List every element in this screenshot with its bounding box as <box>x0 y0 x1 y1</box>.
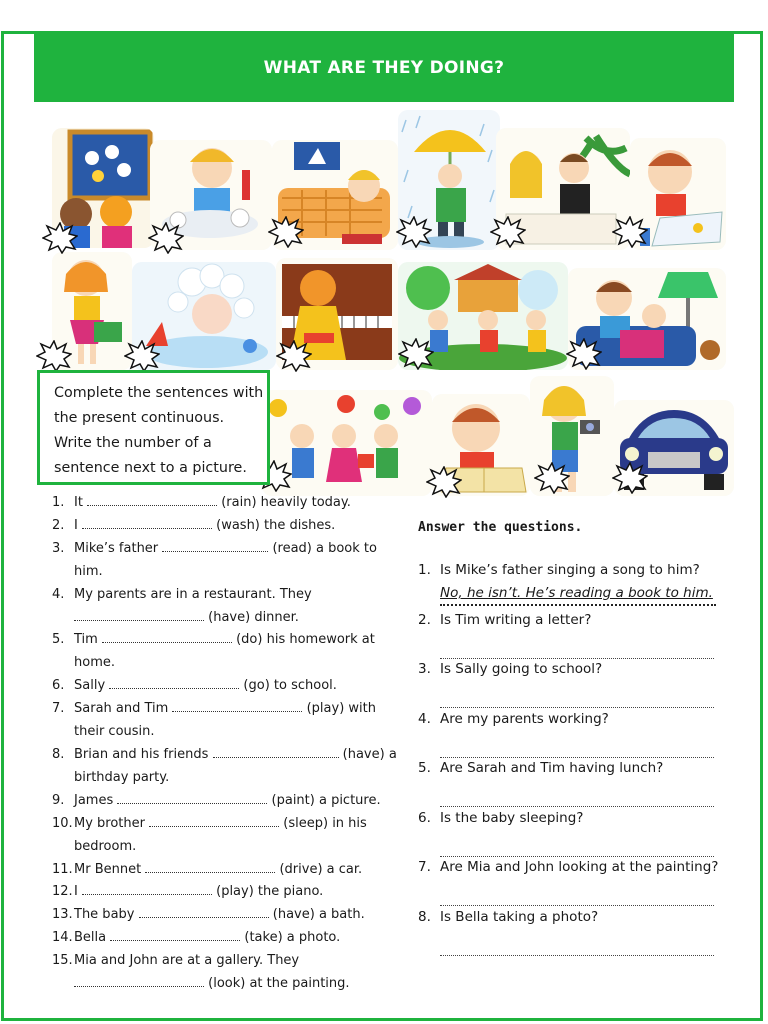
sentence-text <box>74 813 400 859</box>
answer-line[interactable] <box>440 632 714 659</box>
sentence-number: 3. <box>52 540 65 556</box>
question-row <box>418 658 738 681</box>
sentence-subject: Mr Bennet <box>74 861 142 877</box>
question-row <box>418 609 738 632</box>
question-list <box>418 559 738 955</box>
answer-blank[interactable] <box>145 862 275 873</box>
sentence-item <box>52 813 400 859</box>
question-item <box>418 559 738 609</box>
question-number: 7. <box>418 859 431 875</box>
number-burst[interactable] <box>612 216 648 248</box>
question-item <box>418 906 738 956</box>
number-burst[interactable] <box>396 216 432 248</box>
sentence-number: 14. <box>52 930 73 946</box>
sentence-text <box>74 629 400 675</box>
sentence-continuation: bedroom. <box>74 838 137 854</box>
sentence-list <box>52 492 400 996</box>
question-item <box>418 658 738 708</box>
question-item <box>418 807 738 857</box>
answer-blank[interactable] <box>139 907 269 918</box>
instruction-line: the present continuous. <box>54 410 225 426</box>
page-title: WHAT ARE THEY DOING? <box>263 58 505 78</box>
sentence-item <box>52 538 400 584</box>
sentence-subject: My brother <box>74 815 145 831</box>
question-item <box>418 757 738 807</box>
sentence-continuation: birthday party. <box>74 769 170 785</box>
answer-blank[interactable] <box>109 678 239 689</box>
number-burst[interactable] <box>612 462 648 494</box>
sentence-text <box>74 904 400 927</box>
answer-line[interactable] <box>440 731 714 758</box>
sentence-verb-hint: (take) a photo. <box>244 930 341 946</box>
sentence-continuation: (look) at the painting. <box>208 976 350 992</box>
question-number: 3. <box>418 661 431 677</box>
sentence-text <box>74 538 400 584</box>
sentence-number: 9. <box>52 792 65 808</box>
question-row <box>418 757 738 780</box>
sentence-subject: My parents are in a restaurant. They <box>74 586 312 602</box>
sentence-number: 7. <box>52 701 65 717</box>
sentence-verb-hint: (do) his homework at <box>236 632 375 648</box>
sentence-continuation: him. <box>74 563 103 579</box>
sentence-number: 11. <box>52 861 73 877</box>
sentence-text <box>74 881 400 904</box>
sentence-subject: Tim <box>74 632 98 648</box>
question-number: 6. <box>418 809 431 826</box>
question-row <box>418 807 738 830</box>
question-number: 4. <box>418 710 431 727</box>
number-burst[interactable] <box>534 462 570 494</box>
sentence-item <box>52 584 400 630</box>
question-text: Are my parents working? <box>440 710 609 727</box>
sentence-subject: Mike’s father <box>74 540 159 556</box>
sentence-text <box>74 744 400 790</box>
sentence-text <box>74 492 400 515</box>
answer-blank[interactable] <box>74 610 204 621</box>
sentence-item <box>52 629 400 675</box>
answer-line[interactable] <box>440 681 714 708</box>
sentence-text <box>74 698 400 744</box>
number-burst[interactable] <box>566 338 602 370</box>
sentence-item <box>52 859 400 882</box>
sentence-number: 6. <box>52 678 65 694</box>
questions-heading: Answer the questions. <box>418 520 583 535</box>
question-text: Are Mia and John looking at the painting? <box>440 859 719 875</box>
sentence-subject: Mia and John are at a gallery. They <box>74 953 300 969</box>
question-text: Are Sarah and Tim having lunch? <box>440 760 664 776</box>
sentence-subject: It <box>74 495 83 510</box>
example-answer: No, he isn’t. He’s reading a book to him. <box>440 582 716 606</box>
answer-blank[interactable] <box>117 793 267 804</box>
answer-blank[interactable] <box>110 930 240 941</box>
sentence-number: 4. <box>52 586 65 602</box>
question-item <box>418 609 738 659</box>
number-burst[interactable] <box>42 222 78 254</box>
question-number: 8. <box>418 908 431 925</box>
sentence-subject: Bella <box>74 930 107 946</box>
instruction-line: sentence next to a picture. <box>54 460 247 476</box>
answer-blank[interactable] <box>87 495 217 506</box>
instruction-box <box>37 370 270 485</box>
sentence-continuation: their cousin. <box>74 724 155 740</box>
instruction-line: Complete the sentences with <box>54 385 264 401</box>
question-text: Is Sally going to school? <box>440 661 603 677</box>
answer-blank[interactable] <box>172 701 302 712</box>
sentence-subject: The baby <box>74 907 135 923</box>
question-number: 5. <box>418 760 431 776</box>
sentence-verb-hint: (drive) a car. <box>279 861 363 877</box>
sentence-number: 15. <box>52 953 73 969</box>
answer-blank[interactable] <box>82 518 212 529</box>
sentence-item <box>52 790 400 813</box>
sentence-item <box>52 950 400 996</box>
question-row <box>418 856 738 879</box>
sentence-text <box>74 927 400 950</box>
sentence-item <box>52 675 400 698</box>
sentence-item <box>52 904 400 927</box>
number-burst[interactable] <box>426 466 462 498</box>
number-burst[interactable] <box>36 340 72 372</box>
sentence-item <box>52 492 400 515</box>
question-text: Is Tim writing a letter? <box>440 611 592 628</box>
sentence-verb-hint: (wash) the dishes. <box>216 517 336 533</box>
question-row <box>418 906 738 929</box>
answer-line[interactable] <box>440 780 714 807</box>
answer-line[interactable] <box>440 830 714 857</box>
question-text: Is Mike’s father singing a song to him? <box>440 562 700 578</box>
question-text: Is the baby sleeping? <box>440 809 584 826</box>
sentence-item <box>52 515 400 538</box>
sentence-text <box>74 584 400 630</box>
sentence-text <box>74 790 400 813</box>
sentence-verb-hint: (paint) a picture. <box>271 792 381 808</box>
sentence-number: 2. <box>52 517 65 533</box>
sentence-item <box>52 927 400 950</box>
sentence-subject: Sarah and Tim <box>74 701 169 717</box>
sentence-verb-hint: (play) with <box>306 701 376 717</box>
number-burst[interactable] <box>398 338 434 370</box>
sentence-number: 8. <box>52 746 65 762</box>
number-burst[interactable] <box>124 340 160 372</box>
sentence-continuation: home. <box>74 655 115 671</box>
sentence-verb-hint: (play) the piano. <box>216 884 324 900</box>
sentence-subject: Sally <box>74 678 106 694</box>
question-row <box>418 559 738 582</box>
question-row <box>418 708 738 731</box>
number-burst[interactable] <box>268 216 304 248</box>
answer-blank[interactable] <box>82 884 212 895</box>
sentence-subject: I <box>74 884 78 900</box>
answer-blank[interactable] <box>149 816 279 827</box>
question-item <box>418 708 738 758</box>
instruction-line: Write the number of a <box>54 435 212 451</box>
answer-blank[interactable] <box>74 976 204 987</box>
sentence-verb-hint: (go) to school. <box>243 678 337 694</box>
sentence-continuation: (have) dinner. <box>208 609 299 625</box>
number-burst[interactable] <box>276 340 312 372</box>
questions-section <box>418 520 738 955</box>
sentence-text <box>74 950 400 996</box>
question-item <box>418 856 738 906</box>
sentence-subject: James <box>74 792 114 808</box>
sentence-item <box>52 881 400 904</box>
answer-blank[interactable] <box>102 632 232 643</box>
question-text: Is Bella taking a photo? <box>440 908 599 925</box>
answer-line[interactable] <box>440 879 714 906</box>
sentence-number: 5. <box>52 632 65 648</box>
sentence-text <box>74 515 400 538</box>
answer-line[interactable] <box>440 929 714 956</box>
answer-blank[interactable] <box>213 747 339 758</box>
sentence-number: 13. <box>52 907 73 923</box>
sentence-number: 12. <box>52 884 73 900</box>
sentence-verb-hint: (have) a <box>342 746 397 762</box>
sentence-subject: Brian and his friends <box>74 746 209 762</box>
sentence-item <box>52 744 400 790</box>
number-burst[interactable] <box>490 216 526 248</box>
sentence-item <box>52 698 400 744</box>
sentence-verb-hint: (read) a book to <box>272 540 377 556</box>
sentence-verb-hint: (sleep) in his <box>283 815 367 831</box>
number-burst[interactable] <box>148 222 184 254</box>
title-banner <box>34 34 734 102</box>
sentence-number: 10. <box>52 815 73 831</box>
sentence-number: 1. <box>52 495 65 510</box>
question-number: 1. <box>418 562 431 578</box>
question-number: 2. <box>418 611 431 628</box>
sentence-text <box>74 675 400 698</box>
sentence-verb-hint: (have) a bath. <box>272 907 365 923</box>
sentence-text <box>74 859 400 882</box>
answer-blank[interactable] <box>162 541 268 552</box>
sentence-verb-hint: (rain) heavily today. <box>221 495 351 510</box>
sentence-subject: I <box>74 517 78 533</box>
